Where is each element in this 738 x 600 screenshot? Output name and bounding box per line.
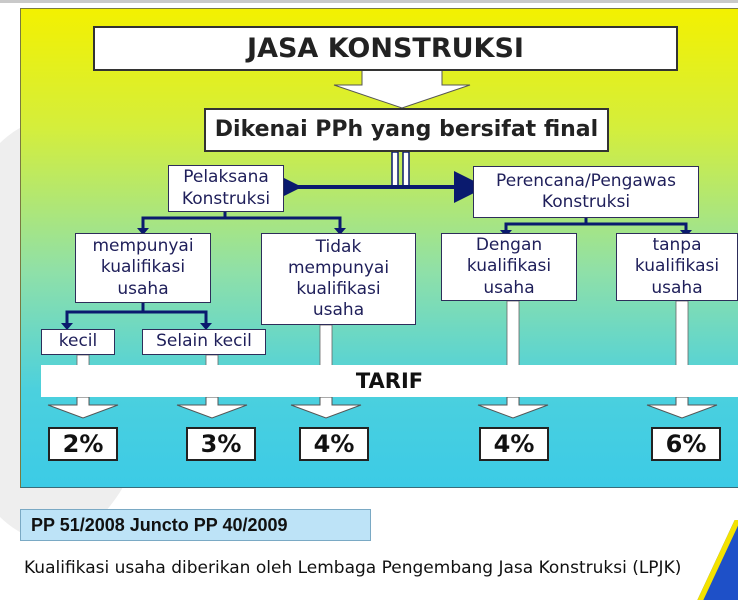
down-arrow-4	[478, 397, 548, 418]
perencana-split	[506, 218, 686, 232]
final-tax-box: Dikenai PPh yang bersifat final	[204, 108, 609, 152]
down-arrow-2	[177, 397, 247, 418]
pelaksana-box: Pelaksana Konstruksi	[168, 165, 284, 212]
down-arrow-5	[647, 397, 717, 418]
down-arrow-title	[334, 70, 470, 108]
rate-kecil: 2%	[48, 427, 118, 461]
mempunyai-split	[67, 303, 206, 325]
rate-tanpa: 6%	[651, 427, 721, 461]
pelaksana-split	[143, 212, 340, 230]
down-arrow-1	[48, 397, 118, 418]
double-line-right	[403, 152, 409, 186]
down-arrow-3	[291, 397, 361, 418]
dengan-box: Dengan kualifikasi usaha	[441, 233, 577, 301]
diagram-title: JASA KONSTRUKSI	[93, 26, 678, 71]
rate-tidak: 4%	[299, 427, 369, 461]
kecil-box: kecil	[41, 329, 115, 355]
tanpa-box: tanpa kualifikasi usaha	[616, 233, 738, 301]
footnote-text: Kualifikasi usaha diberikan oleh Lembaga Pengembang Jasa Konstruksi (LPJK)	[24, 558, 682, 578]
legal-basis-label: PP 51/2008 Juncto PP 40/2009	[20, 509, 371, 541]
perencana-box: Perencana/Pengawas Konstruksi	[473, 166, 699, 218]
mempunyai-box: mempunyai kualifikasi usaha	[75, 233, 211, 303]
double-line-left	[392, 152, 398, 186]
tarif-bar: TARIF	[41, 365, 738, 397]
rate-dengan: 4%	[479, 427, 549, 461]
rate-selain-kecil: 3%	[186, 427, 256, 461]
selain-kecil-box: Selain kecil	[142, 329, 266, 355]
tidak-box: Tidak mempunyai kualifikasi usaha	[261, 233, 416, 325]
